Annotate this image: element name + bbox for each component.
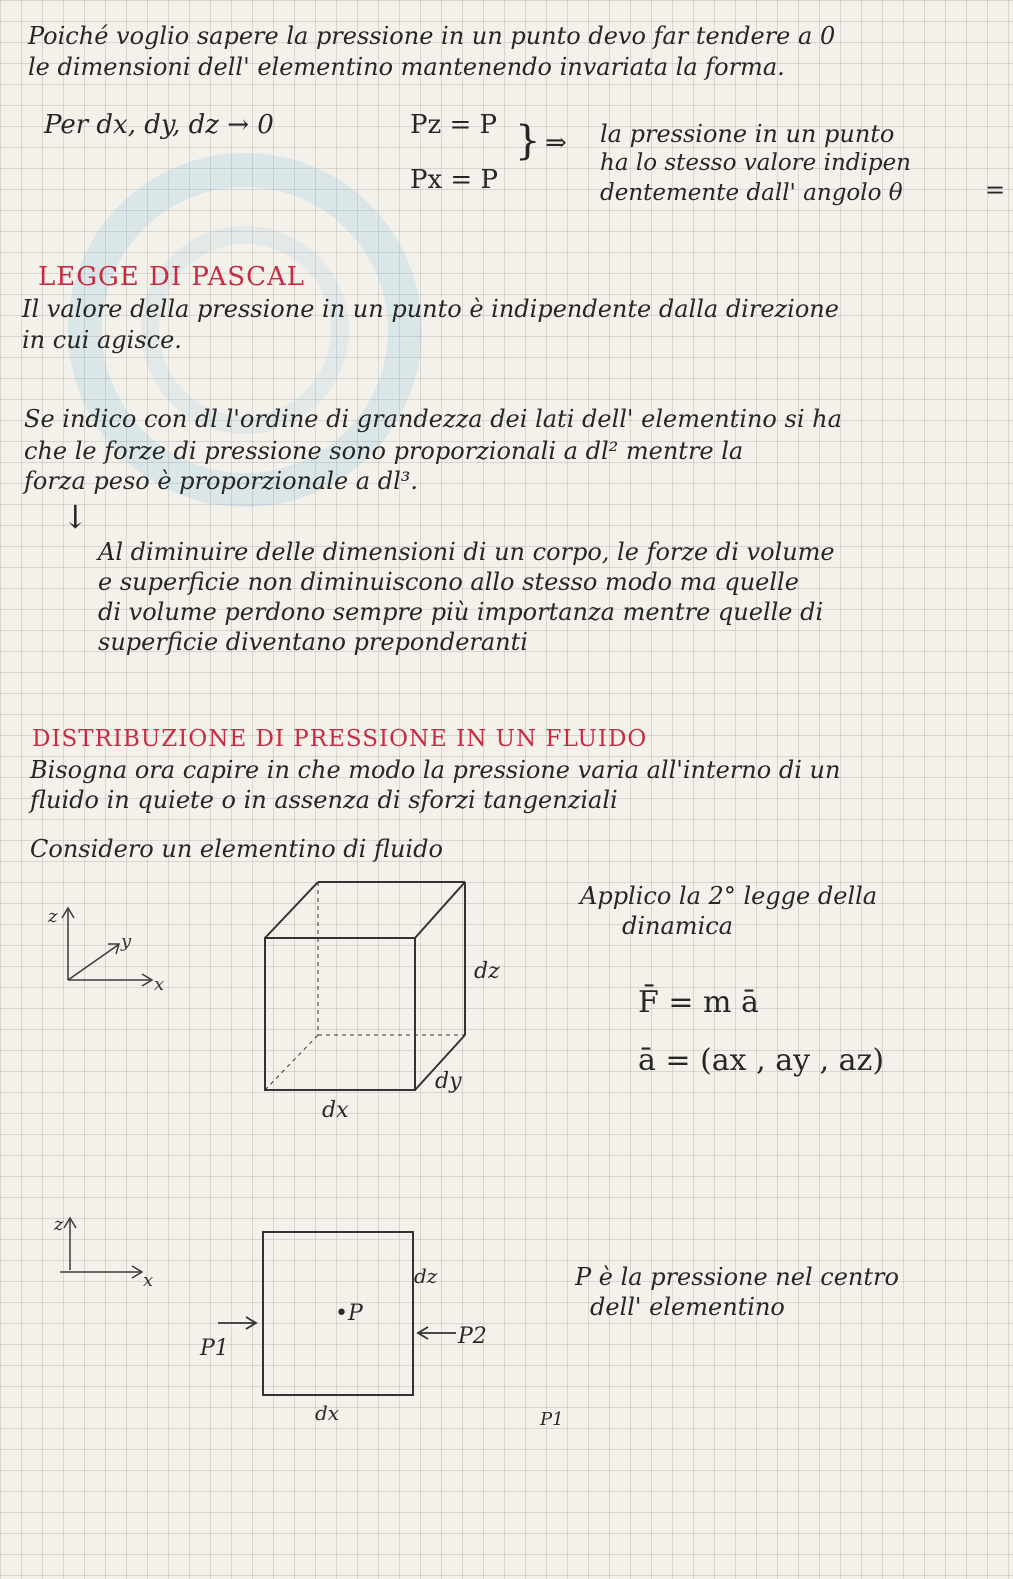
newton-line-1: Applico la 2° legge della xyxy=(580,882,878,910)
brace-symbol: } xyxy=(515,118,541,164)
newton-force-equation: F̄ = m ā xyxy=(638,985,759,1020)
limit-statement: Per dx, dy, dz → 0 xyxy=(44,110,274,140)
order-line-2: che le forze di pressione sono proporzionali a dl² mentre la xyxy=(24,437,744,465)
dimension-line-1: Al diminuire delle dimensioni di un corpo, le forze di volume xyxy=(98,538,835,566)
square-axis-z-label: z xyxy=(54,1214,64,1235)
center-pressure-label: •P xyxy=(335,1301,363,1326)
square-axes xyxy=(60,1218,142,1278)
down-arrow: ↓ xyxy=(62,498,89,536)
pascal-line-2: in cui agisce. xyxy=(22,326,182,354)
cube-axes xyxy=(62,908,152,986)
implies-symbol: ⇒ xyxy=(545,128,567,158)
conclusion-line-2: ha lo stesso valore indipen xyxy=(600,150,911,176)
intro-line-1: Poiché voglio sapere la pressione in un punto devo far tendere a 0 xyxy=(28,22,836,50)
square-dz-label: dz xyxy=(414,1264,438,1288)
cube-axis-y-label: y xyxy=(121,931,132,952)
square-dx-label: dx xyxy=(315,1401,340,1425)
order-line-3: forza peso è proporzionale a dl³. xyxy=(24,467,419,495)
conclusion-line-1: la pressione in un punto xyxy=(600,120,895,148)
distribution-title: DISTRIBUZIONE DI PRESSIONE IN UN FLUIDO xyxy=(32,726,648,752)
px-equation: Px = P xyxy=(410,165,498,195)
acceleration-vector-equation: ā = (ax , ay , az) xyxy=(638,1043,885,1078)
p2-arrow xyxy=(418,1327,456,1339)
center-note-line-1: P è la pressione nel centro xyxy=(575,1263,899,1291)
distribution-line-2: fluido in quiete o in assenza di sforzi tangenziali xyxy=(30,786,618,814)
dimension-line-2: e superficie non diminuiscono allo stesso modo ma quelle xyxy=(98,568,799,596)
p1-arrow xyxy=(218,1317,256,1329)
cube-dy-label: dy xyxy=(435,1069,462,1094)
cube-dx-label: dx xyxy=(322,1098,349,1123)
fluid-element-square xyxy=(263,1232,413,1395)
cube-axis-x-label: x xyxy=(154,974,165,995)
dimension-line-4: superficie diventano preponderanti xyxy=(98,628,528,656)
pascal-line-1: Il valore della pressione in un punto è indipendente dalla direzione xyxy=(22,295,839,323)
p2-label: P2 xyxy=(458,1324,487,1349)
distribution-line-3: Considero un elementino di fluido xyxy=(30,835,443,863)
dimension-line-3: di volume perdono sempre più importanza mentre quelle di xyxy=(98,598,824,626)
newton-line-2: dinamica xyxy=(622,912,733,940)
conclusion-continuation: = xyxy=(985,176,1006,204)
cube-axis-z-label: z xyxy=(48,906,58,927)
p1-label: P1 xyxy=(200,1336,229,1361)
intro-line-2: le dimensioni dell' elementino mantenendo invariata la forma. xyxy=(28,53,785,81)
order-line-1: Se indico con dl l'ordine di grandezza dei lati dell' elementino si ha xyxy=(24,405,842,433)
pascal-title: LEGGE DI PASCAL xyxy=(38,262,306,292)
center-note-line-2: dell' elementino xyxy=(590,1293,785,1321)
square-axis-x-label: x xyxy=(143,1270,154,1291)
stray-p1-label: P1 xyxy=(540,1409,564,1430)
cube-dz-label: dz xyxy=(474,959,500,984)
pz-equation: Pz = P xyxy=(410,110,498,140)
fluid-element-cube xyxy=(265,882,465,1090)
conclusion-line-3: dentemente dall' angolo θ xyxy=(600,180,903,206)
distribution-line-1: Bisogna ora capire in che modo la pressione varia all'interno di un xyxy=(30,756,841,784)
